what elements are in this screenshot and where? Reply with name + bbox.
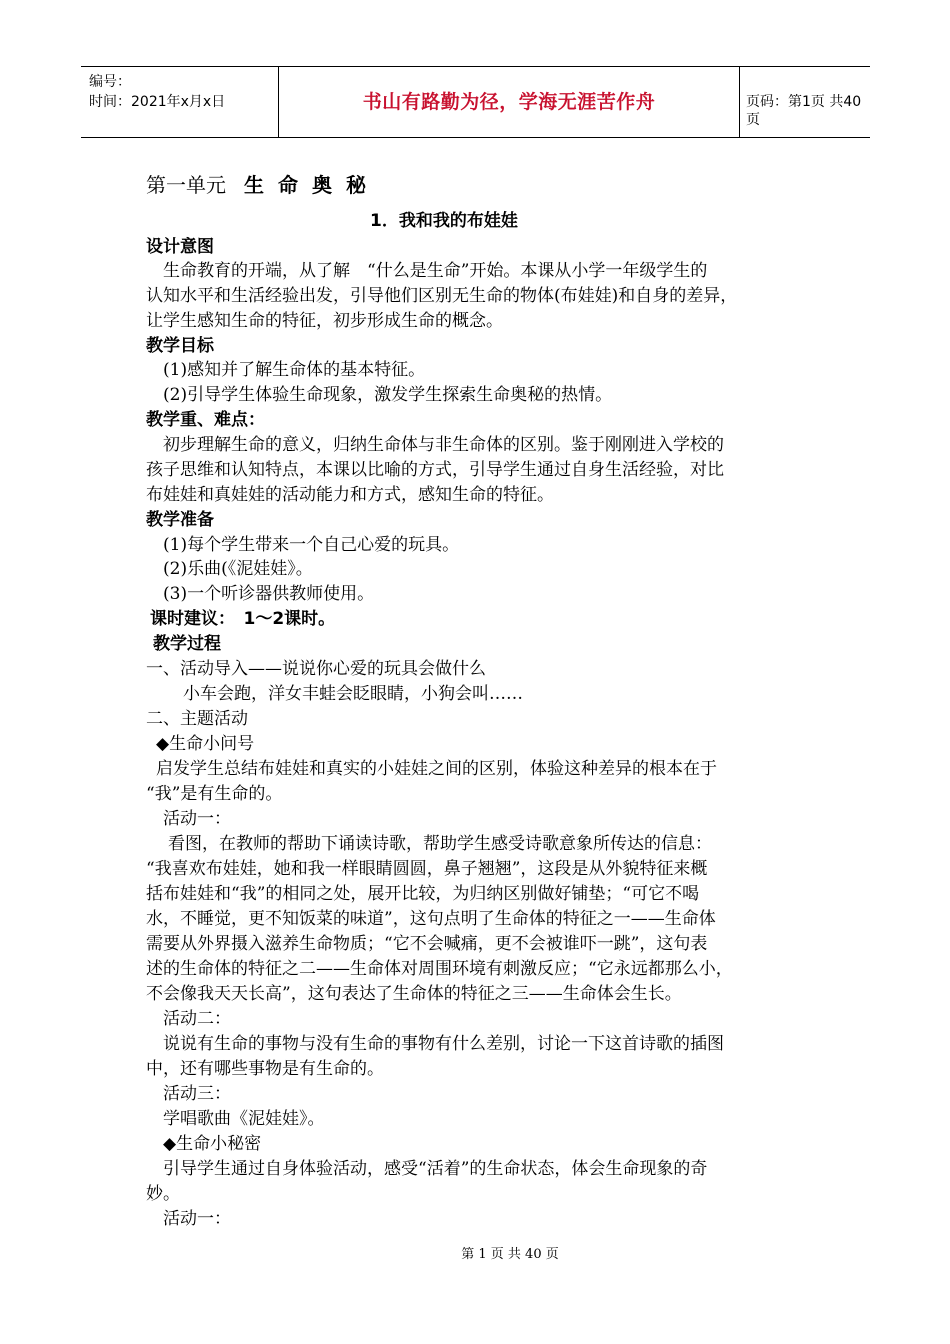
body-line: 活动二： [163,1009,231,1029]
unit-prefix: 第一单元 [146,173,226,197]
unit-title: 生命奥秘 [244,173,380,197]
section-heading: 教学过程 [153,634,221,654]
body-line: 小车会跑，洋女丰蛙会眨眼睛，小狗会叫…… [183,684,523,704]
body-line: (1)每个学生带来一个自己心爱的玩具。 [163,535,460,555]
header-page-cell [739,67,870,137]
body-line: 不会像我天天长高”，这句表达了生命体的特征之三——生命体会生长。 [146,984,682,1004]
bullet-heading: ◆生命小秘密 [163,1134,262,1154]
body-line: 引导学生通过自身体验活动，感受“活着”的生命状态，体会生命现象的奇 [163,1159,708,1179]
body-line: 说说有生命的事物与没有生命的事物有什么差别，讨论一下这首诗歌的插图 [163,1034,724,1054]
body-line: “我喜欢布娃娃，她和我一样眼睛圆圆，鼻子翘翘”，这段是从外貌特征来概 [146,859,708,879]
date-label: 时间：2021年x月x日 [89,94,226,110]
body-line: 中，还有哪些事物是有生命的。 [146,1059,384,1079]
section-heading: 设计意图 [146,237,214,257]
body-line: 活动一： [163,809,231,829]
page-info: 页码：第1页 共40页 [746,94,862,128]
lesson-title: 1．我和我的布娃娃 [370,211,518,231]
body-line: 活动三： [163,1084,231,1104]
lesson-hours: 课时建议： 1～2课时。 [150,609,336,629]
body-line: 需要从外界摄入滋养生命物质；“它不会喊痛，更不会被谁吓一跳”，这句表 [146,934,708,954]
body-line: 启发学生总结布娃娃和真实的小娃娃之间的区别，体验这种差异的根本在于 [156,759,717,779]
bullet-heading: ◆生命小问号 [156,734,255,754]
body-line: 生命教育的开端，从了解 “什么是生命”开始。本课从小学一年级学生的 [163,261,708,281]
body-line: 孩子思维和认知特点，本课以比喻的方式，引导学生通过自身生活经验，对比 [146,460,724,480]
body-line: (1)感知并了解生命体的基本特征。 [163,360,426,380]
body-line: “我”是有生命的。 [146,784,283,804]
body-line: 让学生感知生命的特征，初步形成生命的概念。 [146,311,503,331]
body-line: (2)引导学生体验生命现象，激发学生探索生命奥秘的热情。 [163,385,613,405]
section-heading: 教学重、难点： [146,410,265,430]
body-line: 二、主题活动 [146,709,248,729]
body-line: 述的生命体的特征之二——生命体对周围环境有刺激反应；“它永远都那么小， [146,959,733,979]
page-footer: 第 1 页 共 40 页 [461,1247,559,1262]
body-line: 一、活动导入——说说你心爱的玩具会做什么 [146,659,486,679]
unit-heading [146,173,380,197]
body-line: 括布娃娃和“我”的相同之处，展开比较，为归纳区别做好铺垫；“可它不喝 [146,884,700,904]
body-line: 水，不睡觉，更不知饭菜的味道”，这句点明了生命体的特征之一——生命体 [146,909,716,929]
header-meta-cell [81,67,278,137]
section-heading: 教学准备 [146,510,214,530]
body-line: 活动一： [163,1209,231,1229]
body-line: 认知水平和生活经验出发，引导他们区别无生命的物体(布娃娃)和自身的差异， [146,286,738,306]
serial-number: 编号： [89,74,131,90]
body-line: 学唱歌曲《泥娃娃》。 [163,1109,325,1129]
body-line: 看图，在教师的帮助下诵读诗歌，帮助学生感受诗歌意象所传达的信息： [168,834,712,854]
body-line: (2)乐曲(《泥娃娃》。 [163,559,313,579]
body-line: 妙。 [146,1184,180,1204]
section-heading: 教学目标 [146,336,214,356]
document-header [81,66,870,138]
body-line: 初步理解生命的意义，归纳生命体与非生命体的区别。鉴于刚刚进入学校的 [163,435,724,455]
body-line: 布娃娃和真娃娃的活动能力和方式，感知生命的特征。 [146,485,554,505]
header-motto-cell [278,67,740,137]
body-line: (3)一个听诊器供教师使用。 [163,584,375,604]
motto-text: 书山有路勤为径，学海无涯苦作舟 [362,91,656,113]
